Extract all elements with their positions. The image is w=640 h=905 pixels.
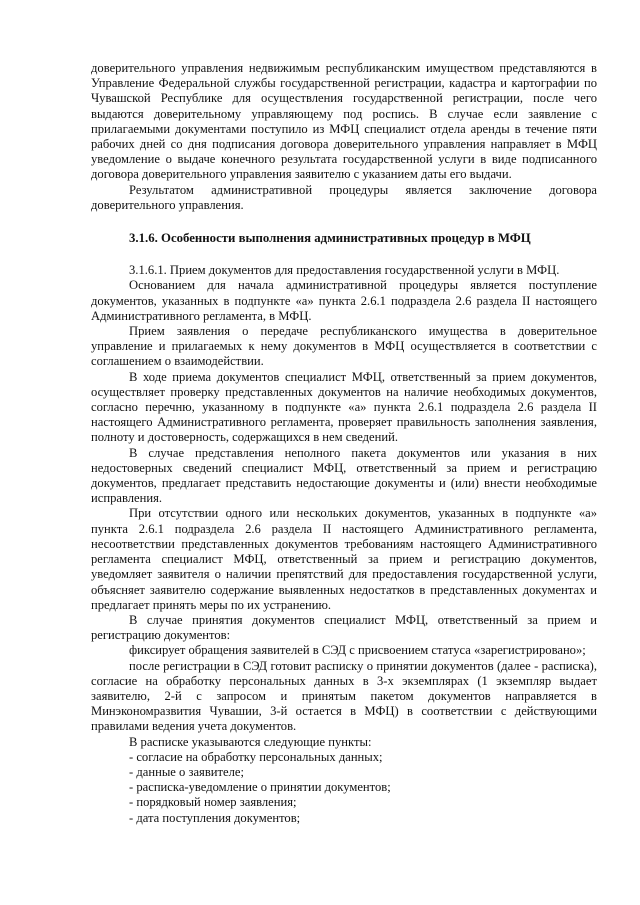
paragraph-receipt-preparation: после регистрации в СЭД готовит расписку о принятии документов (далее - расписка), согласие на обработку персональных данных в 3-х экземплярах (1 экземпляр выдает заявителю, 2-й с запросом и принятым пакетом документов направляется в Минэкономразвития Чувашии, 3-й остается в МФЦ) в соответствии с действующими правилами ведения учета документов.	[91, 658, 597, 734]
paragraph-incomplete-package: В случае представления неполного пакета документов или указания в них недостоверных сведений специалист МФЦ, ответственный за прием и регистрацию документов, предлагает представить недостающие документы и (или) внести необходимые исправления.	[91, 445, 597, 506]
paragraph-procedure-result: Результатом административной процедуры является заключение договора доверительного управления.	[91, 182, 597, 212]
paragraph-subsection-title: 3.1.6.1. Прием документов для предоставления государственной услуги в МФЦ.	[129, 263, 560, 278]
paragraph-document-check: В ходе приема документов специалист МФЦ, ответственный за прием документов, осуществляет проверку представленных документов на наличие необходимых документов, согласно перечню, указанному в подпункте «а» пункта 2.6.1 подраздела 2.6 раздела II настоящего Административного регламента, проверяет правильность заполнения заявления, полноту и достоверность, содержащихся в нем сведений.	[91, 369, 597, 445]
document-body	[91, 61, 597, 826]
paragraph-receipt-items-intro: В расписке указываются следующие пункты:	[129, 734, 372, 749]
paragraph-registration-status: фиксирует обращения заявителей в СЭД с присвоением статуса «зарегистрировано»;	[129, 643, 586, 658]
paragraph-trust-management-registration: доверительного управления недвижимым республиканским имуществом представляются в Управление Федеральной службы государственной регистрации, кадастра и картографии по Чувашской Республике для осуществления государственной регистрации, после чего выдаются доверительному управляющему под роспись. В случае если заявление с прилагаемыми документами поступило из МФЦ специалист отдела аренды в течение пяти рабочих дней со дня подписания договора доверительного управления направляет в МФЦ уведомление о выдаче конечного результата государственной услуги в виде подписанного договора доверительного управления заявителю с указанием даты его выдачи.	[91, 61, 597, 182]
list-item: - расписка-уведомление о принятии документов;	[129, 780, 391, 795]
paragraph-missing-documents: При отсутствии одного или нескольких документов, указанных в подпункте «а» пункта 2.6.1 подраздела 2.6 раздела II настоящего Административного регламента, несоответствии представленных документов требованиям настоящего Административного регламента специалист МФЦ, ответственный за прием и регистрацию документов, уведомляет заявителя о наличии препятствий для предоставления государственной услуги, объясняет заявителю содержание выявленных недостатков в представленных документах и предлагает принять меры по их устранению.	[91, 506, 597, 612]
paragraph-procedure-basis: Основанием для начала административной процедуры является поступление документов, указанных в подпункте «а» пункта 2.6.1 подраздела 2.6 раздела II настоящего Административного регламента, в МФЦ.	[91, 278, 597, 323]
list-item: - порядковый номер заявления;	[129, 795, 297, 810]
section-heading: 3.1.6. Особенности выполнения административных процедур в МФЦ	[129, 231, 531, 246]
paragraph-documents-accepted: В случае принятия документов специалист МФЦ, ответственный за прием и регистрацию документов:	[91, 612, 597, 643]
list-item: - данные о заявителе;	[129, 764, 244, 779]
list-item: - дата поступления документов;	[129, 810, 301, 825]
list-item: - согласие на обработку персональных данных;	[129, 749, 383, 764]
receipt-items-list	[91, 750, 597, 826]
paragraph-application-reception: Прием заявления о передаче республиканского имущества в доверительное управление и прилагаемых к нему документов в МФЦ осуществляется в соответствии с соглашением о взаимодействии.	[91, 324, 597, 369]
